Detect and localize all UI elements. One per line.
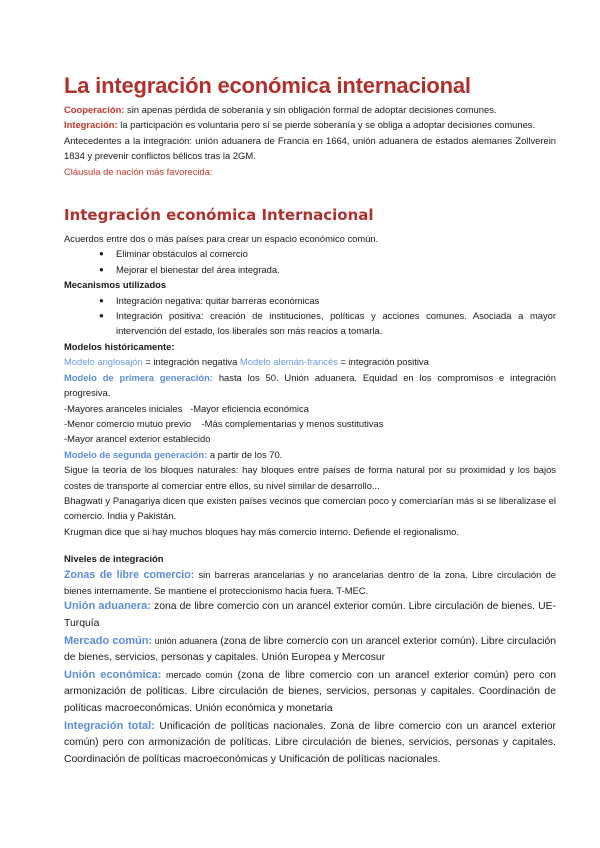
modelos-paragraph: Modelo anglosajón = integración negativa Modelo alemán-francés = integración positiva [64, 356, 429, 368]
goals-list [64, 246, 556, 277]
mecanismos-label: Mecanismos utilizados [64, 279, 167, 291]
integracion-total-label: Integración total: [64, 719, 155, 732]
mecanismos-list [64, 293, 556, 339]
zonas-paragraph: Zonas de libre comercio: sin barreras arancelarias y no arancelarias dentro de la zona. Libre circulación de bienes internamente. Se mantiene el proteccionismo hacia fuera. T-MEC. [64, 568, 556, 596]
integracion-label: Integración: [64, 119, 118, 131]
union-aduanera-label: Unión aduanera: [64, 600, 151, 613]
primera-generacion-label: Modelo de primera generación: [64, 371, 213, 383]
mercado-comun-paragraph: Mercado común: unión aduanera (zona de libre comercio con un arancel exterior común). Libre circulación de bienes, servicios, personas y capitales. Unión Europea y Mercosur [64, 634, 557, 664]
segunda-generacion-label: Modelo de segunda generación: [64, 448, 208, 460]
section-heading-integracion: Integración económica Internacional [64, 206, 374, 225]
bullet-icon: ● [99, 249, 104, 259]
segunda-generacion-paragraph: Modelo de segunda generación: a partir de los 70. [64, 448, 283, 460]
cooperacion-label: Cooperación: [64, 104, 125, 115]
mercado-comun-label: Mercado común: [64, 634, 153, 647]
primera-generacion-paragraph: Modelo de primera generación: hasta los 50. Unión aduanera. Equidad en los compromisos e integración progresiva. [64, 371, 556, 399]
spacer [64, 539, 556, 551]
integracion-text: la participación es voluntaria pero sí se pierde soberanía y se obliga a adoptar decisiones comunes. [117, 119, 536, 131]
integracion-paragraph [64, 117, 556, 132]
niveles-detail [64, 598, 556, 768]
modelos-label: Modelos históricamente: [64, 340, 175, 352]
bullet-icon: ● [99, 311, 104, 321]
list-item: ● Mejorar el bienestar del área integrada. [116, 262, 556, 277]
cooperacion-text: sin apenas pérdida de soberanía y sin obligación formal de adoptar decisiones comunes. [124, 104, 497, 115]
page-title: La integración económica internacional [64, 73, 471, 98]
integracion-total-paragraph: Integración total: Unificación de políticas nacionales. Zona de libre comercio con un arancel exterior común) pero con armonización de políticas. Libre circulación de bienes, servicios, personas y capitales. Coordinación de políticas macroeconómicas y Unificación de políticas nacionales. [64, 719, 556, 765]
list-item: ● Eliminar obstáculos al comercio [116, 246, 556, 261]
comparison-line: -Mayores aranceles iniciales -Mayor eficiencia económica [64, 402, 309, 414]
list-item: ● Integración negativa: quitar barreras económicas [116, 293, 556, 308]
bullet-icon: ● [99, 264, 104, 274]
niveles-label: Niveles de integración [64, 553, 164, 565]
bloques-paragraph: Sigue la teoría de los bloques naturales: hay bloques entre países de forma natural por su proximidad y los bajos costes de transporte al comerciar entre ellos, su nivel similar de desarrollo... [64, 464, 556, 491]
bullet-icon: ● [99, 295, 104, 305]
krugman-paragraph: Krugman dice que si hay muchos bloques hay más comercio interno. Defiende el regionalismo. [64, 525, 459, 537]
cooperacion-paragraph [64, 102, 556, 117]
clausula-paragraph [64, 164, 556, 179]
comparison-line: -Mayor arancel exterior establecido [64, 433, 211, 445]
comparison-line: -Menor comercio mutuo previo -Más complementarias y menos sustitutivas [64, 417, 384, 429]
bhagwati-paragraph: Bhagwati y Panagariya dicen que existen países vecinos que comercian poco y comerciarían más si se liberalizase el comercio. India y Pakistán. [64, 494, 556, 522]
modelo-anglosajon-label: Modelo anglosajón [64, 356, 143, 368]
clausula-label: Cláusula de nación más favorecida: [64, 165, 213, 177]
list-item: ● Integración positiva: creación de instituciones, políticas y acciones comunes. Asociada a mayor intervención del estado, los liberales son más reacios a tomarla. [99, 310, 556, 337]
zonas-label: Zonas de libre comercio: [64, 568, 195, 581]
union-economica-label: Unión económica: [64, 668, 162, 681]
acuerdos-paragraph: Acuerdos entre dos o más países para crear un espacio económico común. [64, 233, 379, 245]
modelo-aleman-label: Modelo alemán-francés [239, 356, 338, 368]
union-economica-paragraph: Unión económica: mercado común (zona de libre comercio con un arancel exterior común) pero con armonización de políticas. Libre circulación de bienes, servicios, personas y capitales. Coordinación de políticas macroeconómicas. Unión económica y monetaria [64, 668, 556, 714]
union-aduanera-paragraph: Unión aduanera: zona de libre comercio con un arancel exterior común. Libre circulación de bienes. UE-Turquía [64, 600, 556, 629]
antecedentes-paragraph: Antecedentes a la integración: unión aduanera de Francia en 1664, unión aduanera de estados alemanes Zollverein 1834 y prevenir conflictos bélicos tras la 2GM. [64, 134, 556, 162]
